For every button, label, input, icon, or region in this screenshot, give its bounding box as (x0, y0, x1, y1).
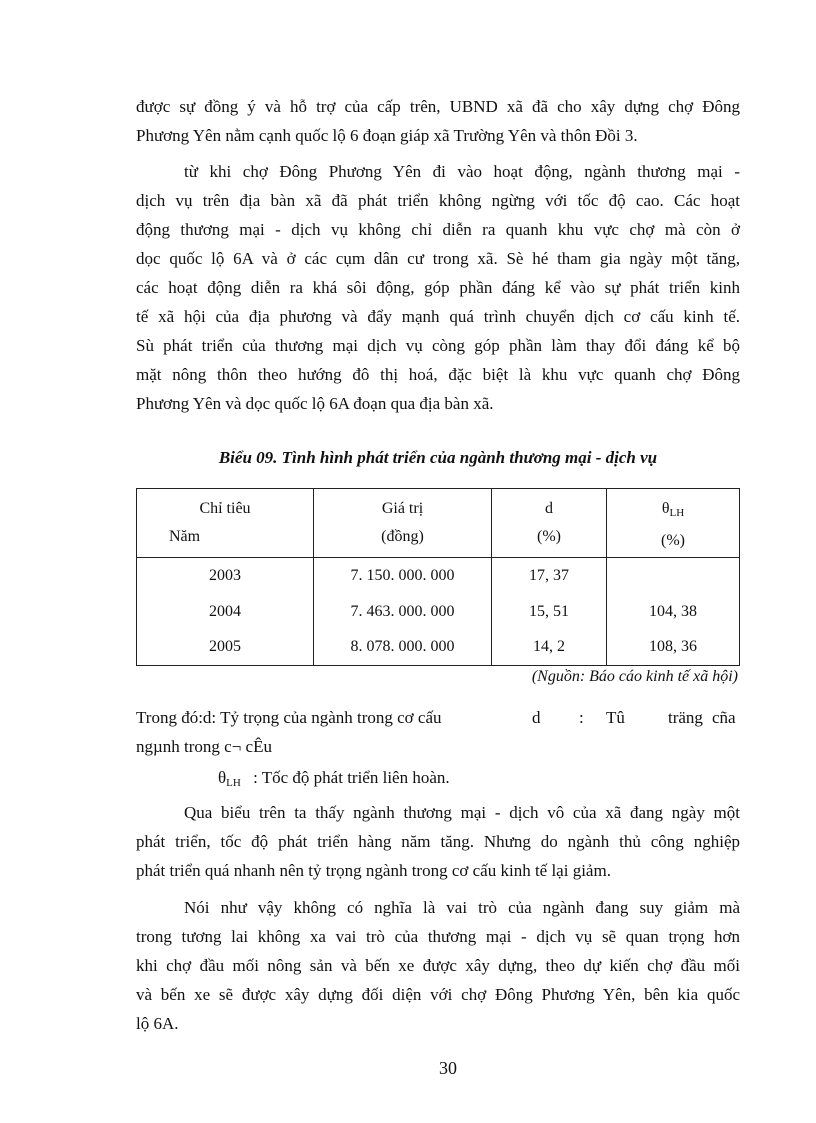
text-line: Qua biểu trên ta thấy ngành thương mại - dịch vô của xã đang ngày một (184, 803, 740, 822)
header-theta-label (607, 495, 739, 527)
text-line: được sự đồng ý và hỗ trợ của cấp trên, UBND xã đã cho xây dựng chợ Đông (136, 97, 740, 116)
header-d-unit: (%) (537, 528, 561, 545)
text-line: Phương Yên nằm cạnh quốc lộ 6 đoạn giáp xã Trường Yên và thôn Đồi 3. (136, 126, 638, 145)
cell-value: 8. 078. 000. 000 (314, 630, 492, 666)
cell-year: 2004 (137, 594, 314, 630)
cell-theta (607, 558, 740, 594)
header-indicator-label: Chỉ tiêu (199, 500, 251, 517)
cell-theta: 108, 36 (607, 630, 740, 666)
text-line: trong tương lai không xa vai trò của thương mại - dịch vụ sẽ quan trọng hơn (136, 927, 740, 946)
text-line: Sù phát triển của thương mại dịch vụ còng góp phần làm thay đổi đáng kể bộ (136, 336, 740, 355)
table-source-note: (Nguồn: Báo cáo kinh tế xã hội) (531, 668, 738, 685)
theta-subscript: LH (669, 507, 685, 519)
legend-colon: : (579, 708, 584, 727)
text-line: dịch vụ trên địa bàn xã đã phát triển không ngừng với tốc độ cao. Các hoạt (136, 191, 740, 210)
text-line: dọc quốc lộ 6A và ở các cụm dân cư trong xã. Sè hé tham gia ngày một tăng, (136, 249, 740, 268)
data-table (136, 488, 740, 666)
text-line: phát triển, tốc độ phát triển hàng năm tăng. Nhưng do ngành thủ công nghiệp (136, 832, 740, 851)
header-cell-theta (607, 489, 740, 558)
page-number: 30 (439, 1058, 457, 1078)
text-line: tế xã hội của địa phương và đẩy mạnh quá trình chuyển dịch cơ cấu kinh tế. (136, 307, 740, 326)
paragraph-3 (136, 798, 740, 885)
legend-garbled-word: cña (712, 708, 736, 727)
theta-symbol: θ (661, 500, 670, 517)
text-line: từ khi chợ Đông Phương Yên đi vào hoạt động, ngành thương mại - (184, 162, 740, 181)
text-line: Phương Yên và dọc quốc lộ 6A đoạn qua địa bàn xã. (136, 394, 494, 413)
paragraph-4 (136, 893, 740, 1038)
table-row (137, 558, 740, 594)
header-cell-d (492, 489, 607, 558)
table-caption: Biểu 09. Tình hình phát triển của ngành thương mại - dịch vụ (218, 448, 658, 467)
cell-d: 14, 2 (492, 630, 607, 666)
header-year-label: Năm (169, 528, 201, 545)
legend-garbled-word: träng (668, 708, 703, 727)
text-line: động thương mại - dịch vụ không chỉ diễn ra quanh khu vực chợ mà còn ở (136, 220, 740, 239)
cell-year: 2003 (137, 558, 314, 594)
paragraph-1 (136, 92, 740, 150)
text-line: Nói như vậy không có nghĩa là vai trò của ngành đang suy giảm mà (184, 898, 740, 917)
legend-garbled-word: Tû (606, 708, 625, 727)
text-line: lộ 6A. (136, 1014, 179, 1033)
paragraph-2 (136, 157, 740, 418)
table-row (137, 594, 740, 630)
legend-d-symbol: d (532, 708, 541, 727)
legend-theta-description: : Tốc độ phát triển liên hoàn. (253, 768, 450, 787)
text-line: khi chợ đầu mối nông sản và bến xe được xây dựng, theo dự kiến chợ đầu mối (136, 956, 740, 975)
legend-theta-subscript: LH (226, 777, 241, 789)
legend-theta-symbol: θ (218, 768, 227, 787)
legend-line-2: ngµnh trong c¬ cÊu (136, 737, 272, 756)
header-value-label: Giá trị (381, 500, 424, 517)
header-value-unit: (đồng) (381, 528, 424, 545)
cell-value: 7. 463. 000. 000 (314, 594, 492, 630)
table-row (137, 630, 740, 666)
cell-theta: 104, 38 (607, 594, 740, 630)
header-cell-indicator-year (137, 489, 314, 558)
text-line: các hoạt động diễn ra khá sôi động, góp phần đáng kể vào sự phát triển kinh (136, 278, 740, 297)
cell-value: 7. 150. 000. 000 (314, 558, 492, 594)
header-theta-unit: (%) (661, 532, 685, 549)
legend-intro: Trong đó:d: Tỷ trọng của ngành trong cơ cấu (136, 708, 442, 727)
legend-line-theta (218, 764, 450, 797)
cell-d: 17, 37 (492, 558, 607, 594)
cell-year: 2005 (137, 630, 314, 666)
text-line: phát triển quá nhanh nên tỷ trọng ngành trong cơ cấu kinh tế lại giảm. (136, 861, 611, 880)
header-cell-value (314, 489, 492, 558)
cell-d: 15, 51 (492, 594, 607, 630)
text-line: và bến xe sẽ được xây dựng đối diện với chợ Đông Phương Yên, bên kia quốc (136, 985, 740, 1004)
table-header-row (137, 489, 740, 558)
text-line: mặt nông thôn theo hướng đô thị hoá, đặc biệt là khu vực quanh chợ Đông (136, 365, 740, 384)
header-d-label: d (545, 500, 553, 517)
